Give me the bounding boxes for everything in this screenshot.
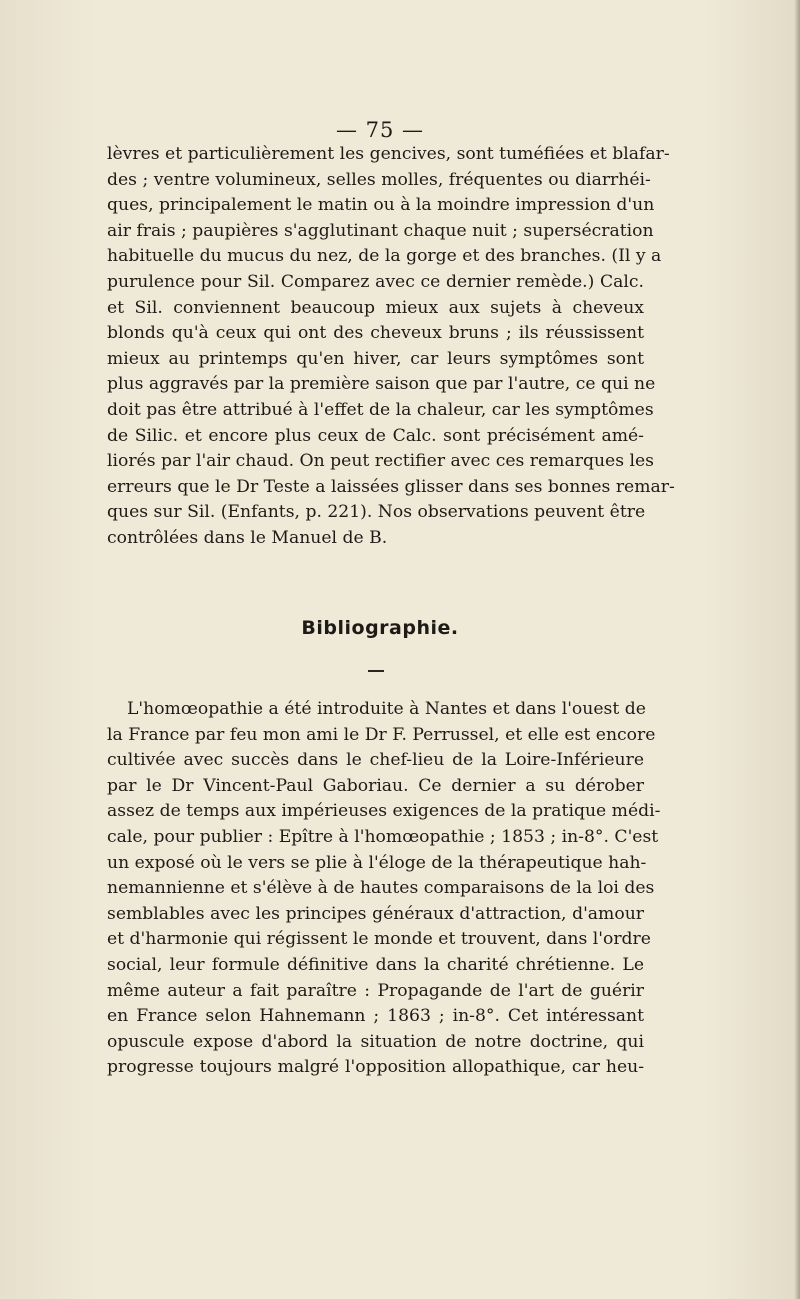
text-line: social, leur formule définitive dans la charité chrétienne. Le [107, 954, 644, 975]
text-line: assez de temps aux impérieuses exigences de la pratique médi- [107, 801, 661, 822]
text-line: même auteur a fait paraître : Propagande de l'art de guérir [107, 980, 644, 1001]
text-line: cultivée avec succès dans le chef-lieu de la Loire-Inférieure [107, 750, 644, 771]
text-line: ques sur Sil. (Enfants, p. 221). Nos observations peuvent être [107, 502, 646, 523]
paragraph-1 [107, 142, 675, 552]
text-line: et Sil. conviennent beaucoup mieux aux sujets à cheveux [107, 297, 644, 318]
text-line: et d'harmonie qui régissent le monde et trouvent, dans l'ordre [107, 929, 651, 950]
text-line: de Silic. et encore plus ceux de Calc. sont précisément amé- [107, 425, 644, 446]
text-line: doit pas être attribué à l'effet de la chaleur, car les symptômes [107, 399, 654, 420]
text-line: progresse toujours malgré l'opposition allopathique, car heu- [107, 1057, 644, 1078]
text-line: lèvres et particulièrement les gencives, sont tuméfiées et blafar- [107, 144, 670, 164]
text-line: L'homœopathie a été introduite à Nantes et dans l'ouest de [127, 699, 646, 719]
paragraph-2 [107, 697, 661, 1081]
text-line: en France selon Hahnemann ; 1863 ; in-8°. Cet intéressant [107, 1006, 644, 1027]
text-line: blonds qu'à ceux qui ont des cheveux bruns ; ils réussissent [107, 323, 644, 344]
page-edge-shadow [794, 0, 800, 1299]
text-line: purulence pour Sil. Comparez avec ce dernier remède.) Calc. [107, 271, 644, 292]
text-line: semblables avec les principes généraux d'attraction, d'amour [107, 903, 644, 924]
text-line: des ; ventre volumineux, selles molles, fréquentes ou diarrhéi- [107, 169, 651, 190]
text-line: nemannienne et s'élève à de hautes comparaisons de la loi des [107, 878, 655, 899]
text-line: air frais ; paupières s'agglutinant chaque nuit ; supersécration [107, 220, 654, 241]
text-line: mieux au printemps qu'en hiver, car leurs symptômes sont [107, 348, 644, 369]
text-line: un exposé où le vers se plie à l'éloge de la thérapeutique hah- [107, 852, 647, 873]
text-line: ques, principalement le matin ou à la moindre impression d'un [107, 195, 655, 216]
text-line: plus aggravés par la première saison que par l'autre, ce qui ne [107, 374, 656, 395]
text-line: habituelle du mucus du nez, de la gorge et des branches. (Il y a [107, 246, 662, 267]
text-line: contrôlées dans le Manuel de B. [107, 527, 388, 548]
text-line: opuscule expose d'abord la situation de notre doctrine, qui [107, 1031, 644, 1052]
text-line: par le Dr Vincent-Paul Gaboriau. Ce dernier a su dérober [107, 775, 644, 796]
text-line: erreurs que le Dr Teste a laissées glisser dans ses bonnes remar- [107, 476, 675, 497]
text-line: cale, pour publier : Epître à l'homœopathie ; 1853 ; in-8°. C'est [107, 826, 659, 847]
heading-rule [368, 670, 384, 672]
page-number: — 75 — [335, 118, 425, 142]
text-line: la France par feu mon ami le Dr F. Perrussel, et elle est encore [107, 724, 656, 745]
text-line: liorés par l'air chaud. On peut rectifier avec ces remarques les [107, 451, 654, 472]
section-heading: Bibliographie. [301, 617, 459, 639]
